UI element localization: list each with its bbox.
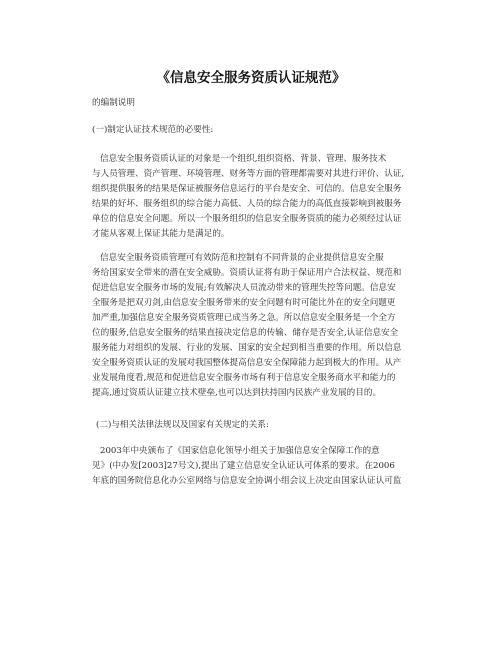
- text-line: 单位的信息安全问题。所以一个服务组织的信息安全服务资质的能力必须经过认证: [92, 214, 402, 224]
- text-line: 务给国家安全带来的潜在安全威胁。资质认证将有助于保证用户合法权益、规范和: [92, 268, 402, 278]
- text-line: 的编制说明: [92, 98, 135, 108]
- text-line: 服务能力对组织的发展、行业的发展、国家的安全起到相当重要的作用。所以信息: [92, 343, 402, 353]
- text-line: 信息安全服务资质管理可有效防范和控制有不同背景的企业提供信息安全服: [100, 253, 384, 263]
- text-line: 提高,通过资质认证建立技术壁垒,也可以达到扶持国内民族产业发展的目的。: [92, 388, 382, 398]
- text-line: 安全服务资质认证的发展对我国整体提高信息安全保障能力起到极大的作用。从产: [92, 358, 402, 368]
- text-line: 加严重,加强信息安全服务资质管理已成当务之急。所以信息安全服务是一个全方: [92, 313, 396, 323]
- text-line: 年底的国务院信息化办公室网络与信息安全协调小组会议上决定由国家认证认可监: [92, 476, 402, 486]
- text-line: 促进信息安全服务市场的发展;有效解决人员流动带来的管理失控等问题。信息安: [92, 283, 396, 293]
- text-line: 结果的好坏、服务组织的综合能力高低、人员的综合能力的高低直接影响到被服务: [92, 199, 402, 209]
- text-line: 信息安全服务资质认证的对象是一个组织,组织资格、背景、管理、服务技术: [100, 154, 387, 164]
- section-heading: (二)与相关法律法规以及国家有关规定的关系:: [96, 420, 269, 430]
- section-heading: (一)制定认证技术规范的必要性:: [92, 125, 214, 135]
- text-line: 全服务是把双刃剑,由信息安全服务带来的安全问题有时可能比外在的安全问题更: [92, 298, 396, 308]
- text-line: 见》(中办发[2003]27号文),提出了建立信息安全认证认可体系的要求。在2006: [92, 461, 395, 471]
- text-line: 业发展角度看,规范和促进信息安全服务市场有利于信息安全服务商水平和能力的: [92, 373, 396, 383]
- text-line: 才能从客观上保证其能力是满足的。: [92, 229, 230, 239]
- text-line: 与人员管理、资产管理、环境管理、财务等方面的管理都需要对其进行评价、认证,: [92, 169, 405, 179]
- text-line: 组织提供服务的结果是保证被服务信息运行的平台是安全、可信的。信息安全服务: [92, 184, 402, 194]
- text-line: 位的服务,信息安全服务的结果直接决定信息的传输、储存是否安全,认证信息安全: [92, 328, 399, 338]
- text-line: 2003年中央颁布了《国家信息化领导小组关于加强信息安全保障工作的意: [100, 446, 380, 456]
- document-title: 《信息安全服务资质认证规范》: [156, 70, 346, 86]
